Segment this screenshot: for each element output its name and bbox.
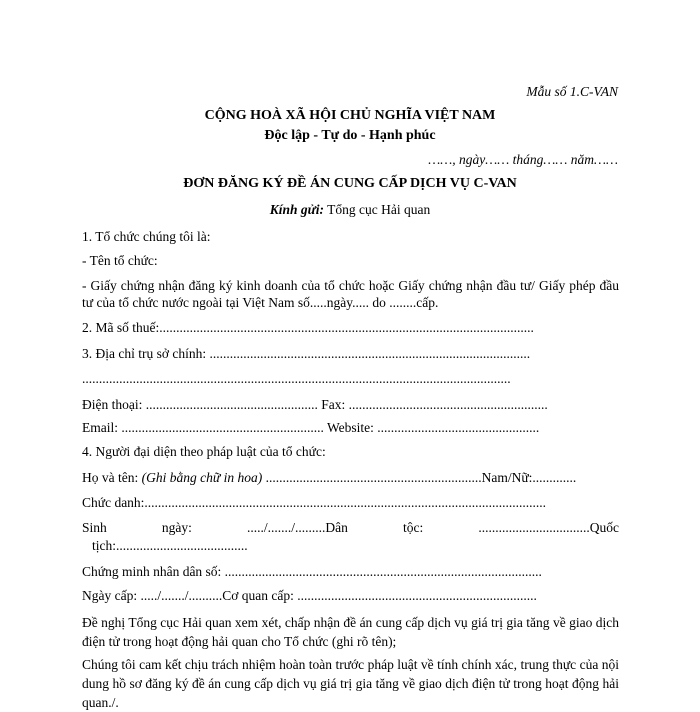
nationality-line: tịch:....................................... — [92, 538, 248, 553]
address-line: 3. Địa chỉ trụ sở chính: ............................................................................................... — [82, 346, 531, 361]
id-card-line: Chứng minh nhân dân số: .............................................................................................. — [82, 564, 542, 579]
recipient-line — [0, 202, 700, 218]
fullname-line — [82, 470, 576, 486]
fullname-hint: (Ghi bằng chữ in hoa) — [141, 470, 263, 485]
section4-heading: 4. Người đại diện theo pháp luật của tổ chức: — [82, 444, 326, 459]
request-paragraph: Đề nghị Tổng cục Hải quan xem xét, chấp nhận đề án cung cấp dịch vụ giá trị gia tăng về giao dịch điện tử trong hoạt động hải quan cho Tổ chức (ghi rõ tên); — [82, 615, 619, 649]
fullname-tail: ................................................................Nam/Nữ:............. — [262, 470, 577, 485]
position-line: Chức danh:....................................................................................................................... — [82, 495, 547, 510]
dob-word-3: ...../......./.........Dân — [246, 520, 348, 535]
commitment-paragraph: Chúng tôi cam kết chịu trách nhiệm hoàn toàn trước pháp luật về tính chính xác, trung thực của nội dung hồ sơ đăng ký đề án cung cấp dịch vụ giá trị gia tăng về giao dịch điện tử trong hoạt động hải quan./. — [82, 657, 619, 710]
document-title: ĐƠN ĐĂNG KÝ ĐỀ ÁN CUNG CẤP DỊCH VỤ C-VAN — [183, 176, 517, 191]
dob-word-4: tộc: — [402, 520, 424, 535]
recipient-value: Tổng cục Hải quan — [324, 202, 431, 217]
fullname-label: Họ và tên: — [82, 470, 142, 485]
dob-word-1: Sinh — [82, 520, 107, 535]
dob-word-5: .................................Quốc — [478, 520, 619, 535]
phone-fax-line: Điện thoại: ................................................... Fax: ........................................................... — [82, 397, 548, 412]
issue-line: Ngày cấp: ...../......./..........Cơ quan cấp: ....................................................................... — [82, 588, 537, 603]
date-line: ……, ngày…… tháng…… năm…… — [428, 152, 618, 167]
license-paragraph: - Giấy chứng nhận đăng ký kinh doanh của tổ chức hoặc Giấy chứng nhận đầu tư/ Giấy phép đầu tư của tổ chức nước ngoài tại Việt Nam số.....ngày..... do ........cấp. — [82, 278, 619, 310]
form-number: Mẫu số 1.C-VAN — [526, 84, 618, 99]
recipient-label: Kính gửi: — [269, 202, 324, 217]
email-website-line: Email: ............................................................ Website: ................................................ — [82, 420, 540, 435]
dob-word-2: ngày: — [161, 520, 192, 535]
section1-heading: 1. Tổ chức chúng tôi là: — [82, 229, 211, 244]
org-name-line: - Tên tổ chức: — [82, 253, 158, 268]
tax-code-line: 2. Mã số thuế:............................................................................................................... — [82, 320, 534, 335]
country-name: CỘNG HOÀ XÃ HỘI CHỦ NGHĨA VIỆT NAM — [204, 108, 496, 123]
dob-line — [82, 520, 619, 536]
motto: Độc lập - Tự do - Hạnh phúc — [264, 128, 436, 143]
address-continuation-line: ............................................................................................................................... — [82, 371, 511, 386]
